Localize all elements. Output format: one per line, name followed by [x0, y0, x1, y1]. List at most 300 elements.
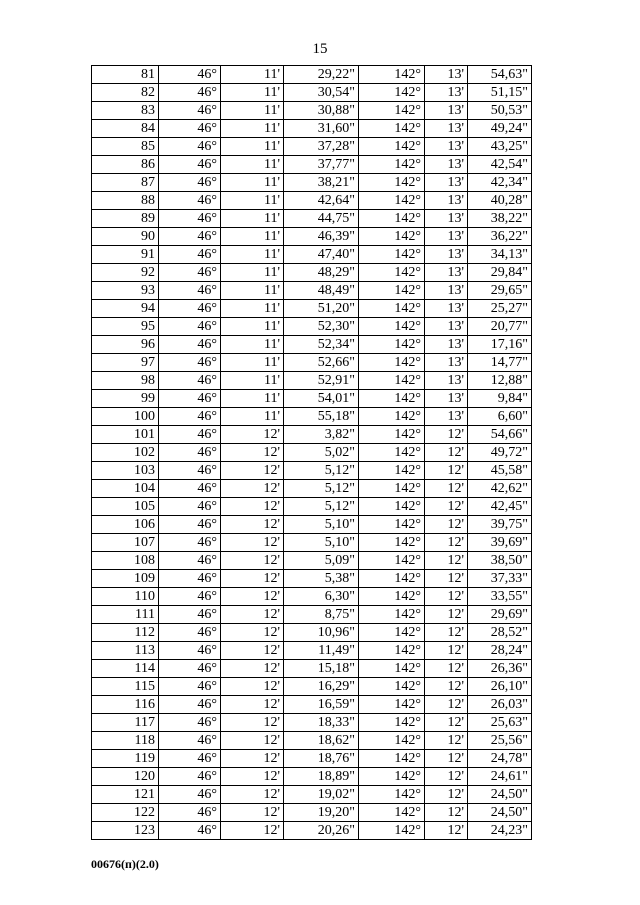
lon-seconds-cell: 6,60" [468, 408, 532, 426]
point-number-cell: 110 [92, 588, 159, 606]
lon-minutes-cell: 13' [425, 372, 468, 390]
lat-minutes-cell: 11' [221, 264, 284, 282]
lon-seconds-cell: 37,33" [468, 570, 532, 588]
lon-minutes-cell: 13' [425, 336, 468, 354]
lon-minutes-cell: 12' [425, 804, 468, 822]
lat-degrees-cell: 46° [159, 408, 221, 426]
lat-seconds-cell: 5,02" [284, 444, 359, 462]
point-number-cell: 117 [92, 714, 159, 732]
lon-seconds-cell: 49,24" [468, 120, 532, 138]
lat-minutes-cell: 11' [221, 246, 284, 264]
point-number-cell: 112 [92, 624, 159, 642]
lon-minutes-cell: 13' [425, 210, 468, 228]
point-number-cell: 119 [92, 750, 159, 768]
lat-seconds-cell: 52,66" [284, 354, 359, 372]
lat-seconds-cell: 54,01" [284, 390, 359, 408]
lat-seconds-cell: 19,02" [284, 786, 359, 804]
lon-seconds-cell: 25,63" [468, 714, 532, 732]
lat-seconds-cell: 5,12" [284, 480, 359, 498]
lon-seconds-cell: 42,45" [468, 498, 532, 516]
point-number-cell: 83 [92, 102, 159, 120]
lat-minutes-cell: 11' [221, 282, 284, 300]
lat-minutes-cell: 12' [221, 804, 284, 822]
table-row [92, 570, 532, 588]
lat-minutes-cell: 12' [221, 480, 284, 498]
lon-degrees-cell: 142° [359, 300, 425, 318]
point-number-cell: 113 [92, 642, 159, 660]
lat-minutes-cell: 11' [221, 156, 284, 174]
lon-degrees-cell: 142° [359, 768, 425, 786]
point-number-cell: 92 [92, 264, 159, 282]
lat-degrees-cell: 46° [159, 696, 221, 714]
lon-degrees-cell: 142° [359, 354, 425, 372]
lon-minutes-cell: 13' [425, 408, 468, 426]
lat-minutes-cell: 12' [221, 732, 284, 750]
lon-seconds-cell: 24,50" [468, 804, 532, 822]
lon-minutes-cell: 12' [425, 624, 468, 642]
lon-degrees-cell: 142° [359, 786, 425, 804]
lat-degrees-cell: 46° [159, 264, 221, 282]
page-number: 15 [312, 41, 328, 57]
lon-minutes-cell: 12' [425, 750, 468, 768]
lat-degrees-cell: 46° [159, 660, 221, 678]
lat-seconds-cell: 37,28" [284, 138, 359, 156]
table-row [92, 786, 532, 804]
document-code: 00676(п)(2.0) [91, 857, 159, 871]
lon-seconds-cell: 12,88" [468, 372, 532, 390]
lon-degrees-cell: 142° [359, 336, 425, 354]
lat-seconds-cell: 55,18" [284, 408, 359, 426]
lon-minutes-cell: 12' [425, 462, 468, 480]
lat-minutes-cell: 11' [221, 408, 284, 426]
lon-degrees-cell: 142° [359, 804, 425, 822]
lon-minutes-cell: 12' [425, 678, 468, 696]
lon-minutes-cell: 13' [425, 102, 468, 120]
lat-degrees-cell: 46° [159, 570, 221, 588]
table-row [92, 66, 532, 84]
lon-minutes-cell: 12' [425, 696, 468, 714]
lat-seconds-cell: 29,22" [284, 66, 359, 84]
lat-seconds-cell: 8,75" [284, 606, 359, 624]
point-number-cell: 96 [92, 336, 159, 354]
lon-seconds-cell: 26,36" [468, 660, 532, 678]
point-number-cell: 98 [92, 372, 159, 390]
lat-degrees-cell: 46° [159, 102, 221, 120]
lat-degrees-cell: 46° [159, 246, 221, 264]
point-number-cell: 94 [92, 300, 159, 318]
lat-degrees-cell: 46° [159, 750, 221, 768]
lon-seconds-cell: 42,34" [468, 174, 532, 192]
lon-degrees-cell: 142° [359, 192, 425, 210]
point-number-cell: 121 [92, 786, 159, 804]
lon-degrees-cell: 142° [359, 318, 425, 336]
point-number-cell: 115 [92, 678, 159, 696]
lon-minutes-cell: 13' [425, 282, 468, 300]
table-row [92, 228, 532, 246]
lat-seconds-cell: 15,18" [284, 660, 359, 678]
table-row [92, 192, 532, 210]
lat-seconds-cell: 52,30" [284, 318, 359, 336]
point-number-cell: 123 [92, 822, 159, 840]
lat-seconds-cell: 5,10" [284, 534, 359, 552]
lon-degrees-cell: 142° [359, 732, 425, 750]
lon-seconds-cell: 29,84" [468, 264, 532, 282]
table-row [92, 174, 532, 192]
point-number-cell: 100 [92, 408, 159, 426]
lon-seconds-cell: 42,62" [468, 480, 532, 498]
table-row [92, 210, 532, 228]
lon-degrees-cell: 142° [359, 264, 425, 282]
point-number-cell: 90 [92, 228, 159, 246]
lat-minutes-cell: 11' [221, 390, 284, 408]
lon-degrees-cell: 142° [359, 480, 425, 498]
point-number-cell: 107 [92, 534, 159, 552]
lat-seconds-cell: 3,82" [284, 426, 359, 444]
lat-minutes-cell: 11' [221, 174, 284, 192]
lat-seconds-cell: 6,30" [284, 588, 359, 606]
lat-degrees-cell: 46° [159, 156, 221, 174]
lat-degrees-cell: 46° [159, 300, 221, 318]
coordinates-table [91, 65, 532, 840]
lat-minutes-cell: 11' [221, 372, 284, 390]
lat-degrees-cell: 46° [159, 192, 221, 210]
lat-degrees-cell: 46° [159, 120, 221, 138]
lon-minutes-cell: 13' [425, 192, 468, 210]
lon-seconds-cell: 49,72" [468, 444, 532, 462]
table-row [92, 588, 532, 606]
point-number-cell: 118 [92, 732, 159, 750]
lat-seconds-cell: 42,64" [284, 192, 359, 210]
lat-seconds-cell: 18,89" [284, 768, 359, 786]
coordinates-table-body [92, 66, 532, 840]
lat-degrees-cell: 46° [159, 534, 221, 552]
point-number-cell: 89 [92, 210, 159, 228]
lat-degrees-cell: 46° [159, 786, 221, 804]
lon-minutes-cell: 13' [425, 264, 468, 282]
lat-seconds-cell: 10,96" [284, 624, 359, 642]
lon-minutes-cell: 13' [425, 156, 468, 174]
lon-degrees-cell: 142° [359, 372, 425, 390]
lon-minutes-cell: 12' [425, 444, 468, 462]
point-number-cell: 99 [92, 390, 159, 408]
table-row [92, 318, 532, 336]
lon-seconds-cell: 42,54" [468, 156, 532, 174]
lon-degrees-cell: 142° [359, 642, 425, 660]
lat-minutes-cell: 12' [221, 768, 284, 786]
lat-degrees-cell: 46° [159, 354, 221, 372]
lat-minutes-cell: 11' [221, 192, 284, 210]
lat-minutes-cell: 11' [221, 66, 284, 84]
lon-degrees-cell: 142° [359, 102, 425, 120]
table-row [92, 642, 532, 660]
lat-minutes-cell: 12' [221, 426, 284, 444]
point-number-cell: 120 [92, 768, 159, 786]
table-row [92, 516, 532, 534]
lat-degrees-cell: 46° [159, 174, 221, 192]
lon-seconds-cell: 25,27" [468, 300, 532, 318]
lat-minutes-cell: 12' [221, 696, 284, 714]
lon-degrees-cell: 142° [359, 444, 425, 462]
table-row [92, 678, 532, 696]
lon-degrees-cell: 142° [359, 660, 425, 678]
lon-seconds-cell: 17,16" [468, 336, 532, 354]
lon-degrees-cell: 142° [359, 84, 425, 102]
point-number-cell: 97 [92, 354, 159, 372]
lon-minutes-cell: 12' [425, 660, 468, 678]
lat-seconds-cell: 5,12" [284, 462, 359, 480]
lon-degrees-cell: 142° [359, 138, 425, 156]
lat-degrees-cell: 46° [159, 516, 221, 534]
lat-minutes-cell: 11' [221, 210, 284, 228]
point-number-cell: 109 [92, 570, 159, 588]
lon-seconds-cell: 28,52" [468, 624, 532, 642]
lon-minutes-cell: 12' [425, 588, 468, 606]
lon-degrees-cell: 142° [359, 552, 425, 570]
table-row [92, 390, 532, 408]
lat-degrees-cell: 46° [159, 462, 221, 480]
lat-seconds-cell: 18,62" [284, 732, 359, 750]
lon-minutes-cell: 12' [425, 786, 468, 804]
lat-degrees-cell: 46° [159, 390, 221, 408]
lon-minutes-cell: 13' [425, 390, 468, 408]
table-row [92, 768, 532, 786]
lon-minutes-cell: 12' [425, 822, 468, 840]
lat-seconds-cell: 30,88" [284, 102, 359, 120]
lon-degrees-cell: 142° [359, 390, 425, 408]
lon-minutes-cell: 12' [425, 570, 468, 588]
lon-seconds-cell: 14,77" [468, 354, 532, 372]
lat-degrees-cell: 46° [159, 210, 221, 228]
table-row [92, 264, 532, 282]
table-row [92, 444, 532, 462]
lon-minutes-cell: 12' [425, 534, 468, 552]
lon-degrees-cell: 142° [359, 696, 425, 714]
lon-minutes-cell: 13' [425, 318, 468, 336]
lat-seconds-cell: 5,12" [284, 498, 359, 516]
lat-seconds-cell: 30,54" [284, 84, 359, 102]
lon-seconds-cell: 24,50" [468, 786, 532, 804]
lat-minutes-cell: 12' [221, 552, 284, 570]
table-row [92, 534, 532, 552]
lon-minutes-cell: 12' [425, 498, 468, 516]
lat-seconds-cell: 52,91" [284, 372, 359, 390]
lon-minutes-cell: 12' [425, 426, 468, 444]
point-number-cell: 103 [92, 462, 159, 480]
lat-degrees-cell: 46° [159, 588, 221, 606]
table-row [92, 750, 532, 768]
lat-degrees-cell: 46° [159, 138, 221, 156]
lon-degrees-cell: 142° [359, 516, 425, 534]
table-row [92, 624, 532, 642]
lat-seconds-cell: 16,29" [284, 678, 359, 696]
lon-degrees-cell: 142° [359, 228, 425, 246]
lon-degrees-cell: 142° [359, 282, 425, 300]
point-number-cell: 93 [92, 282, 159, 300]
lon-degrees-cell: 142° [359, 750, 425, 768]
lon-seconds-cell: 24,23" [468, 822, 532, 840]
lat-degrees-cell: 46° [159, 498, 221, 516]
lon-minutes-cell: 13' [425, 300, 468, 318]
lat-degrees-cell: 46° [159, 372, 221, 390]
lat-seconds-cell: 37,77" [284, 156, 359, 174]
lat-seconds-cell: 48,49" [284, 282, 359, 300]
lon-degrees-cell: 142° [359, 462, 425, 480]
lon-seconds-cell: 38,22" [468, 210, 532, 228]
lon-minutes-cell: 12' [425, 516, 468, 534]
table-row [92, 696, 532, 714]
lat-degrees-cell: 46° [159, 426, 221, 444]
lat-minutes-cell: 11' [221, 228, 284, 246]
point-number-cell: 81 [92, 66, 159, 84]
lat-seconds-cell: 38,21" [284, 174, 359, 192]
lat-seconds-cell: 16,59" [284, 696, 359, 714]
table-row [92, 246, 532, 264]
point-number-cell: 101 [92, 426, 159, 444]
lat-seconds-cell: 20,26" [284, 822, 359, 840]
lon-seconds-cell: 51,15" [468, 84, 532, 102]
point-number-cell: 114 [92, 660, 159, 678]
lon-seconds-cell: 39,75" [468, 516, 532, 534]
lon-minutes-cell: 13' [425, 246, 468, 264]
lat-degrees-cell: 46° [159, 552, 221, 570]
point-number-cell: 122 [92, 804, 159, 822]
point-number-cell: 116 [92, 696, 159, 714]
lon-seconds-cell: 33,55" [468, 588, 532, 606]
table-row [92, 714, 532, 732]
table-row [92, 552, 532, 570]
table-row [92, 606, 532, 624]
point-number-cell: 86 [92, 156, 159, 174]
lon-minutes-cell: 13' [425, 174, 468, 192]
lat-degrees-cell: 46° [159, 624, 221, 642]
point-number-cell: 102 [92, 444, 159, 462]
lon-minutes-cell: 12' [425, 552, 468, 570]
lon-degrees-cell: 142° [359, 66, 425, 84]
lon-degrees-cell: 142° [359, 498, 425, 516]
lon-seconds-cell: 24,61" [468, 768, 532, 786]
lat-seconds-cell: 48,29" [284, 264, 359, 282]
table-row [92, 336, 532, 354]
lon-seconds-cell: 39,69" [468, 534, 532, 552]
table-row [92, 84, 532, 102]
point-number-cell: 91 [92, 246, 159, 264]
lon-minutes-cell: 13' [425, 354, 468, 372]
lon-minutes-cell: 12' [425, 714, 468, 732]
point-number-cell: 104 [92, 480, 159, 498]
lat-minutes-cell: 12' [221, 444, 284, 462]
lon-degrees-cell: 142° [359, 246, 425, 264]
point-number-cell: 106 [92, 516, 159, 534]
lon-seconds-cell: 26,10" [468, 678, 532, 696]
lon-degrees-cell: 142° [359, 174, 425, 192]
lat-degrees-cell: 46° [159, 66, 221, 84]
lat-degrees-cell: 46° [159, 768, 221, 786]
lat-minutes-cell: 11' [221, 120, 284, 138]
point-number-cell: 85 [92, 138, 159, 156]
lon-minutes-cell: 13' [425, 84, 468, 102]
table-row [92, 822, 532, 840]
table-row [92, 282, 532, 300]
lon-seconds-cell: 20,77" [468, 318, 532, 336]
lat-seconds-cell: 52,34" [284, 336, 359, 354]
lat-minutes-cell: 11' [221, 318, 284, 336]
lon-degrees-cell: 142° [359, 534, 425, 552]
lat-minutes-cell: 12' [221, 642, 284, 660]
lat-minutes-cell: 12' [221, 660, 284, 678]
lat-seconds-cell: 46,39" [284, 228, 359, 246]
lat-seconds-cell: 18,76" [284, 750, 359, 768]
table-row [92, 408, 532, 426]
point-number-cell: 95 [92, 318, 159, 336]
table-row [92, 300, 532, 318]
lon-seconds-cell: 36,22" [468, 228, 532, 246]
lat-seconds-cell: 5,09" [284, 552, 359, 570]
lat-degrees-cell: 46° [159, 228, 221, 246]
lat-minutes-cell: 12' [221, 714, 284, 732]
lat-minutes-cell: 12' [221, 516, 284, 534]
lat-degrees-cell: 46° [159, 318, 221, 336]
lat-degrees-cell: 46° [159, 336, 221, 354]
lon-degrees-cell: 142° [359, 606, 425, 624]
lon-degrees-cell: 142° [359, 678, 425, 696]
lon-seconds-cell: 25,56" [468, 732, 532, 750]
lat-degrees-cell: 46° [159, 732, 221, 750]
lon-seconds-cell: 9,84" [468, 390, 532, 408]
lon-degrees-cell: 142° [359, 588, 425, 606]
lat-minutes-cell: 12' [221, 606, 284, 624]
lat-seconds-cell: 11,49" [284, 642, 359, 660]
point-number-cell: 87 [92, 174, 159, 192]
lat-degrees-cell: 46° [159, 714, 221, 732]
lat-degrees-cell: 46° [159, 642, 221, 660]
lon-degrees-cell: 142° [359, 156, 425, 174]
lon-degrees-cell: 142° [359, 624, 425, 642]
table-row [92, 480, 532, 498]
table-row [92, 138, 532, 156]
table-row [92, 660, 532, 678]
point-number-cell: 82 [92, 84, 159, 102]
point-number-cell: 88 [92, 192, 159, 210]
lat-minutes-cell: 12' [221, 786, 284, 804]
table-row [92, 354, 532, 372]
lon-seconds-cell: 34,13" [468, 246, 532, 264]
lat-minutes-cell: 12' [221, 678, 284, 696]
lon-seconds-cell: 38,50" [468, 552, 532, 570]
lat-degrees-cell: 46° [159, 606, 221, 624]
lon-degrees-cell: 142° [359, 822, 425, 840]
lat-minutes-cell: 12' [221, 462, 284, 480]
lat-degrees-cell: 46° [159, 444, 221, 462]
lon-minutes-cell: 12' [425, 480, 468, 498]
lat-seconds-cell: 51,20" [284, 300, 359, 318]
lon-minutes-cell: 13' [425, 66, 468, 84]
lat-minutes-cell: 12' [221, 570, 284, 588]
lat-degrees-cell: 46° [159, 678, 221, 696]
lon-seconds-cell: 54,63" [468, 66, 532, 84]
lat-degrees-cell: 46° [159, 282, 221, 300]
lon-degrees-cell: 142° [359, 426, 425, 444]
point-number-cell: 105 [92, 498, 159, 516]
lat-minutes-cell: 12' [221, 498, 284, 516]
table-row [92, 102, 532, 120]
table-row [92, 498, 532, 516]
lon-seconds-cell: 29,65" [468, 282, 532, 300]
lon-degrees-cell: 142° [359, 408, 425, 426]
lat-seconds-cell: 18,33" [284, 714, 359, 732]
table-row [92, 372, 532, 390]
lat-minutes-cell: 12' [221, 822, 284, 840]
lat-minutes-cell: 12' [221, 534, 284, 552]
